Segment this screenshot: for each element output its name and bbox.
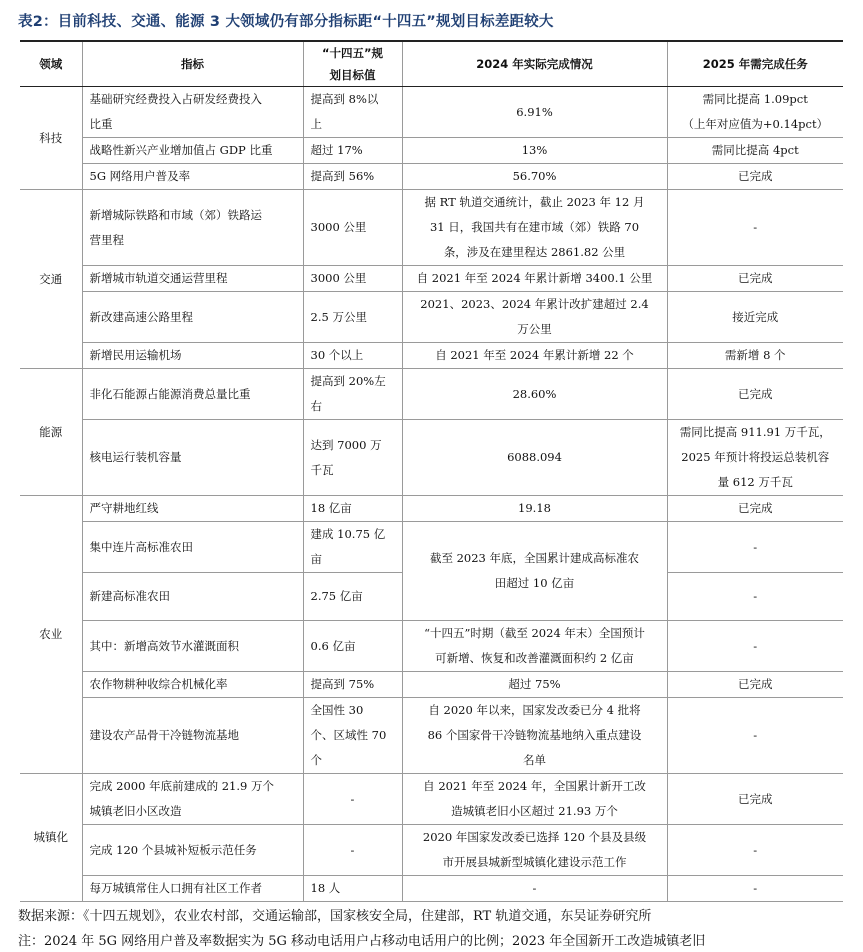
table-row	[20, 266, 843, 292]
table-row	[20, 164, 843, 190]
task-cell: 需新增 8 个	[667, 343, 843, 369]
target-cell: -	[303, 774, 402, 825]
table-row	[20, 522, 843, 573]
task-cell: 需同比提高 4pct	[667, 138, 843, 164]
target-cell: 2.75 亿亩	[303, 573, 402, 621]
target-cell: 2.5 万公里	[303, 292, 402, 343]
actual-cell: 自 2021 年至 2024 年累计新增 22 个	[402, 343, 667, 369]
indicator-cell: 建设农产品骨干冷链物流基地	[82, 698, 303, 774]
indicator-cell: 非化石能源占能源消费总量比重	[82, 369, 303, 420]
target-cell: 全国性 30 个、区域性 70 个	[303, 698, 402, 774]
actual-cell: 6.91%	[402, 87, 667, 138]
actual-cell: 19.18	[402, 496, 667, 522]
source-note: 数据来源：《十四五规划》，农业农村部，交通运输部，国家核安全局，住建部，RT 轨道交通，东吴证券研究所	[18, 909, 652, 924]
indicator-cell: 基础研究经费投入占研发经费投入 比重	[82, 87, 303, 138]
target-cell: 提高到 20%左 右	[303, 369, 402, 420]
indicator-cell: 完成 120 个县城补短板示范任务	[82, 825, 303, 876]
header-indicator: 指标	[82, 41, 303, 87]
actual-cell: 超过 75%	[402, 672, 667, 698]
task-cell: 已完成	[667, 266, 843, 292]
actual-cell: 自 2021 年至 2024 年累计新增 3400.1 公里	[402, 266, 667, 292]
actual-cell: 56.70%	[402, 164, 667, 190]
domain-cell-tech: 科技	[20, 87, 82, 190]
header-task: 2025 年需完成任务	[667, 41, 843, 87]
indicator-cell: 完成 2000 年底前建成的 21.9 万个 城镇老旧小区改造	[82, 774, 303, 825]
indicator-cell: 集中连片高标准农田	[82, 522, 303, 573]
header-domain: 领域	[20, 41, 82, 87]
table-row	[20, 698, 843, 774]
target-cell: 提高到 8%以 上	[303, 87, 402, 138]
actual-cell: -	[402, 876, 667, 902]
indicator-cell: 严守耕地红线	[82, 496, 303, 522]
target-cell: 18 亿亩	[303, 496, 402, 522]
actual-cell: 自 2020 年以来，国家发改委已分 4 批将 86 个国家骨干冷链物流基地纳入重点建设 名单	[402, 698, 667, 774]
target-cell: 18 人	[303, 876, 402, 902]
target-cell: 达到 7000 万 千瓦	[303, 420, 402, 496]
target-cell: 提高到 56%	[303, 164, 402, 190]
header-row	[20, 41, 843, 87]
domain-cell-transport: 交通	[20, 190, 82, 369]
indicator-cell: 战略性新兴产业增加值占 GDP 比重	[82, 138, 303, 164]
task-cell: 已完成	[667, 369, 843, 420]
indicator-cell: 新增城市轨道交通运营里程	[82, 266, 303, 292]
domain-cell-urban: 城镇化	[20, 774, 82, 902]
header-target: “十四五”规 划目标值	[303, 41, 402, 87]
actual-cell: 2020 年国家发改委已选择 120 个县及县级 市开展县城新型城镇化建设示范工作	[402, 825, 667, 876]
task-cell: 已完成	[667, 774, 843, 825]
indicator-cell: 新建高标准农田	[82, 573, 303, 621]
table-row	[20, 190, 843, 266]
target-cell: 3000 公里	[303, 266, 402, 292]
actual-cell: “十四五”时期（截至 2024 年末）全国预计 可新增、恢复和改善灌溉面积约 2 亿亩	[402, 621, 667, 672]
task-cell: -	[667, 825, 843, 876]
task-cell: 已完成	[667, 672, 843, 698]
indicator-cell: 5G 网络用户普及率	[82, 164, 303, 190]
domain-cell-agri: 农业	[20, 496, 82, 774]
actual-cell: 6088.094	[402, 420, 667, 496]
target-cell: -	[303, 825, 402, 876]
task-cell: 已完成	[667, 496, 843, 522]
indicator-table	[20, 40, 843, 902]
table-row	[20, 496, 843, 522]
task-cell: 需同比提高 1.09pct （上年对应值为+0.14pct）	[667, 87, 843, 138]
task-cell: 需同比提高 911.91 万千瓦， 2025 年预计将投运总装机容 量 612 万千瓦	[667, 420, 843, 496]
indicator-cell: 每万城镇常住人口拥有社区工作者	[82, 876, 303, 902]
table-row	[20, 343, 843, 369]
task-cell: 接近完成	[667, 292, 843, 343]
actual-cell: 28.60%	[402, 369, 667, 420]
actual-cell: 截至 2023 年底，全国累计建成高标准农 田超过 10 亿亩	[402, 522, 667, 621]
target-cell: 建成 10.75 亿 亩	[303, 522, 402, 573]
task-cell: -	[667, 573, 843, 621]
table-row	[20, 420, 843, 496]
actual-cell: 2021、2023、2024 年累计改扩建超过 2.4 万公里	[402, 292, 667, 343]
task-cell: 已完成	[667, 164, 843, 190]
table-row	[20, 774, 843, 825]
actual-cell: 13%	[402, 138, 667, 164]
task-cell: -	[667, 621, 843, 672]
indicator-cell: 核电运行装机容量	[82, 420, 303, 496]
target-cell: 超过 17%	[303, 138, 402, 164]
actual-cell: 据 RT 轨道交通统计，截止 2023 年 12 月 31 日，我国共有在建市域（郊）铁路 70 条，涉及在建里程达 2861.82 公里	[402, 190, 667, 266]
target-cell: 0.6 亿亩	[303, 621, 402, 672]
table-title: 表2：目前科技、交通、能源 3 大领域仍有部分指标距“十四五”规划目标差距较大	[18, 14, 554, 30]
task-cell: -	[667, 522, 843, 573]
indicator-cell: 农作物耕种收综合机械化率	[82, 672, 303, 698]
indicator-cell: 新增城际铁路和市域（郊）铁路运 营里程	[82, 190, 303, 266]
target-cell: 30 个以上	[303, 343, 402, 369]
target-cell: 3000 公里	[303, 190, 402, 266]
table-row	[20, 876, 843, 902]
indicator-cell: 新增民用运输机场	[82, 343, 303, 369]
table-row	[20, 672, 843, 698]
table-row	[20, 825, 843, 876]
footnote: 注：2024 年 5G 网络用户普及率数据实为 5G 移动电话用户占移动电话用户的比例；2023 年全国新开工改造城镇老旧	[18, 934, 706, 949]
table-row	[20, 138, 843, 164]
task-cell: -	[667, 190, 843, 266]
task-cell: -	[667, 698, 843, 774]
table-row	[20, 87, 843, 138]
actual-cell: 自 2021 年至 2024 年，全国累计新开工改 造城镇老旧小区超过 21.93 万个	[402, 774, 667, 825]
header-actual: 2024 年实际完成情况	[402, 41, 667, 87]
table-row	[20, 369, 843, 420]
domain-cell-energy: 能源	[20, 369, 82, 496]
table-row	[20, 621, 843, 672]
task-cell: -	[667, 876, 843, 902]
table-row	[20, 292, 843, 343]
target-cell: 提高到 75%	[303, 672, 402, 698]
indicator-cell: 其中：新增高效节水灌溉面积	[82, 621, 303, 672]
indicator-cell: 新改建高速公路里程	[82, 292, 303, 343]
